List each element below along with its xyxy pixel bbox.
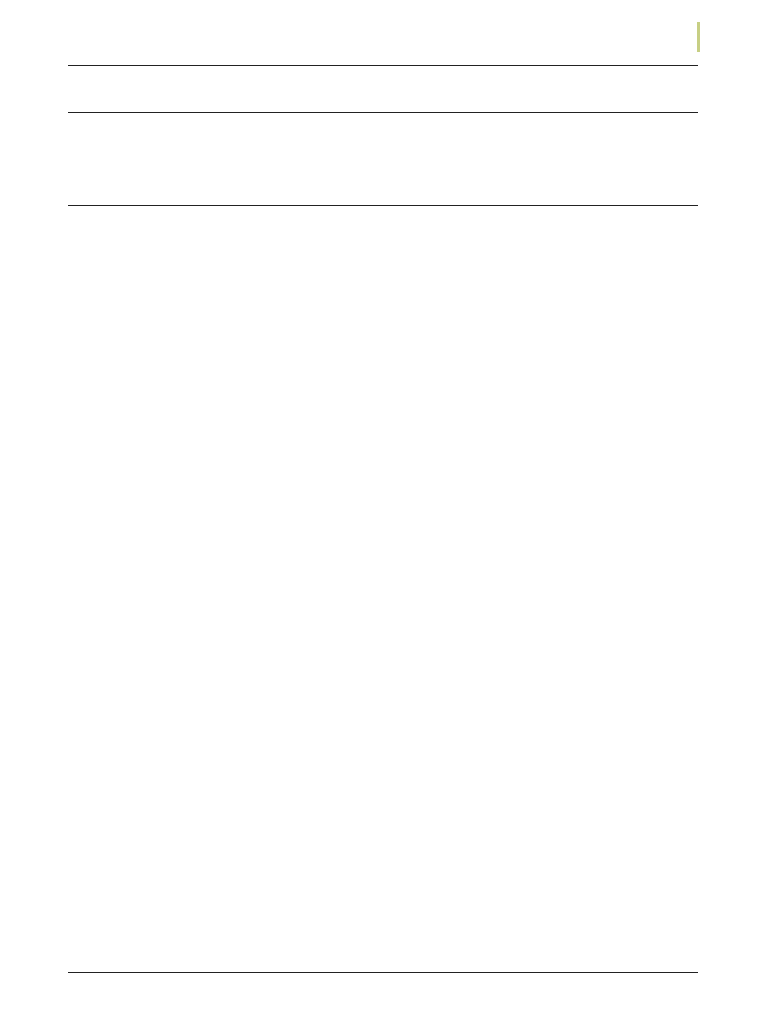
header-row — [68, 51, 698, 66]
bottom-rule — [68, 972, 698, 973]
company-logo — [650, 20, 698, 54]
logo-accent-bar — [697, 22, 700, 52]
column-header-rule — [68, 112, 698, 113]
section-rule — [68, 205, 698, 206]
